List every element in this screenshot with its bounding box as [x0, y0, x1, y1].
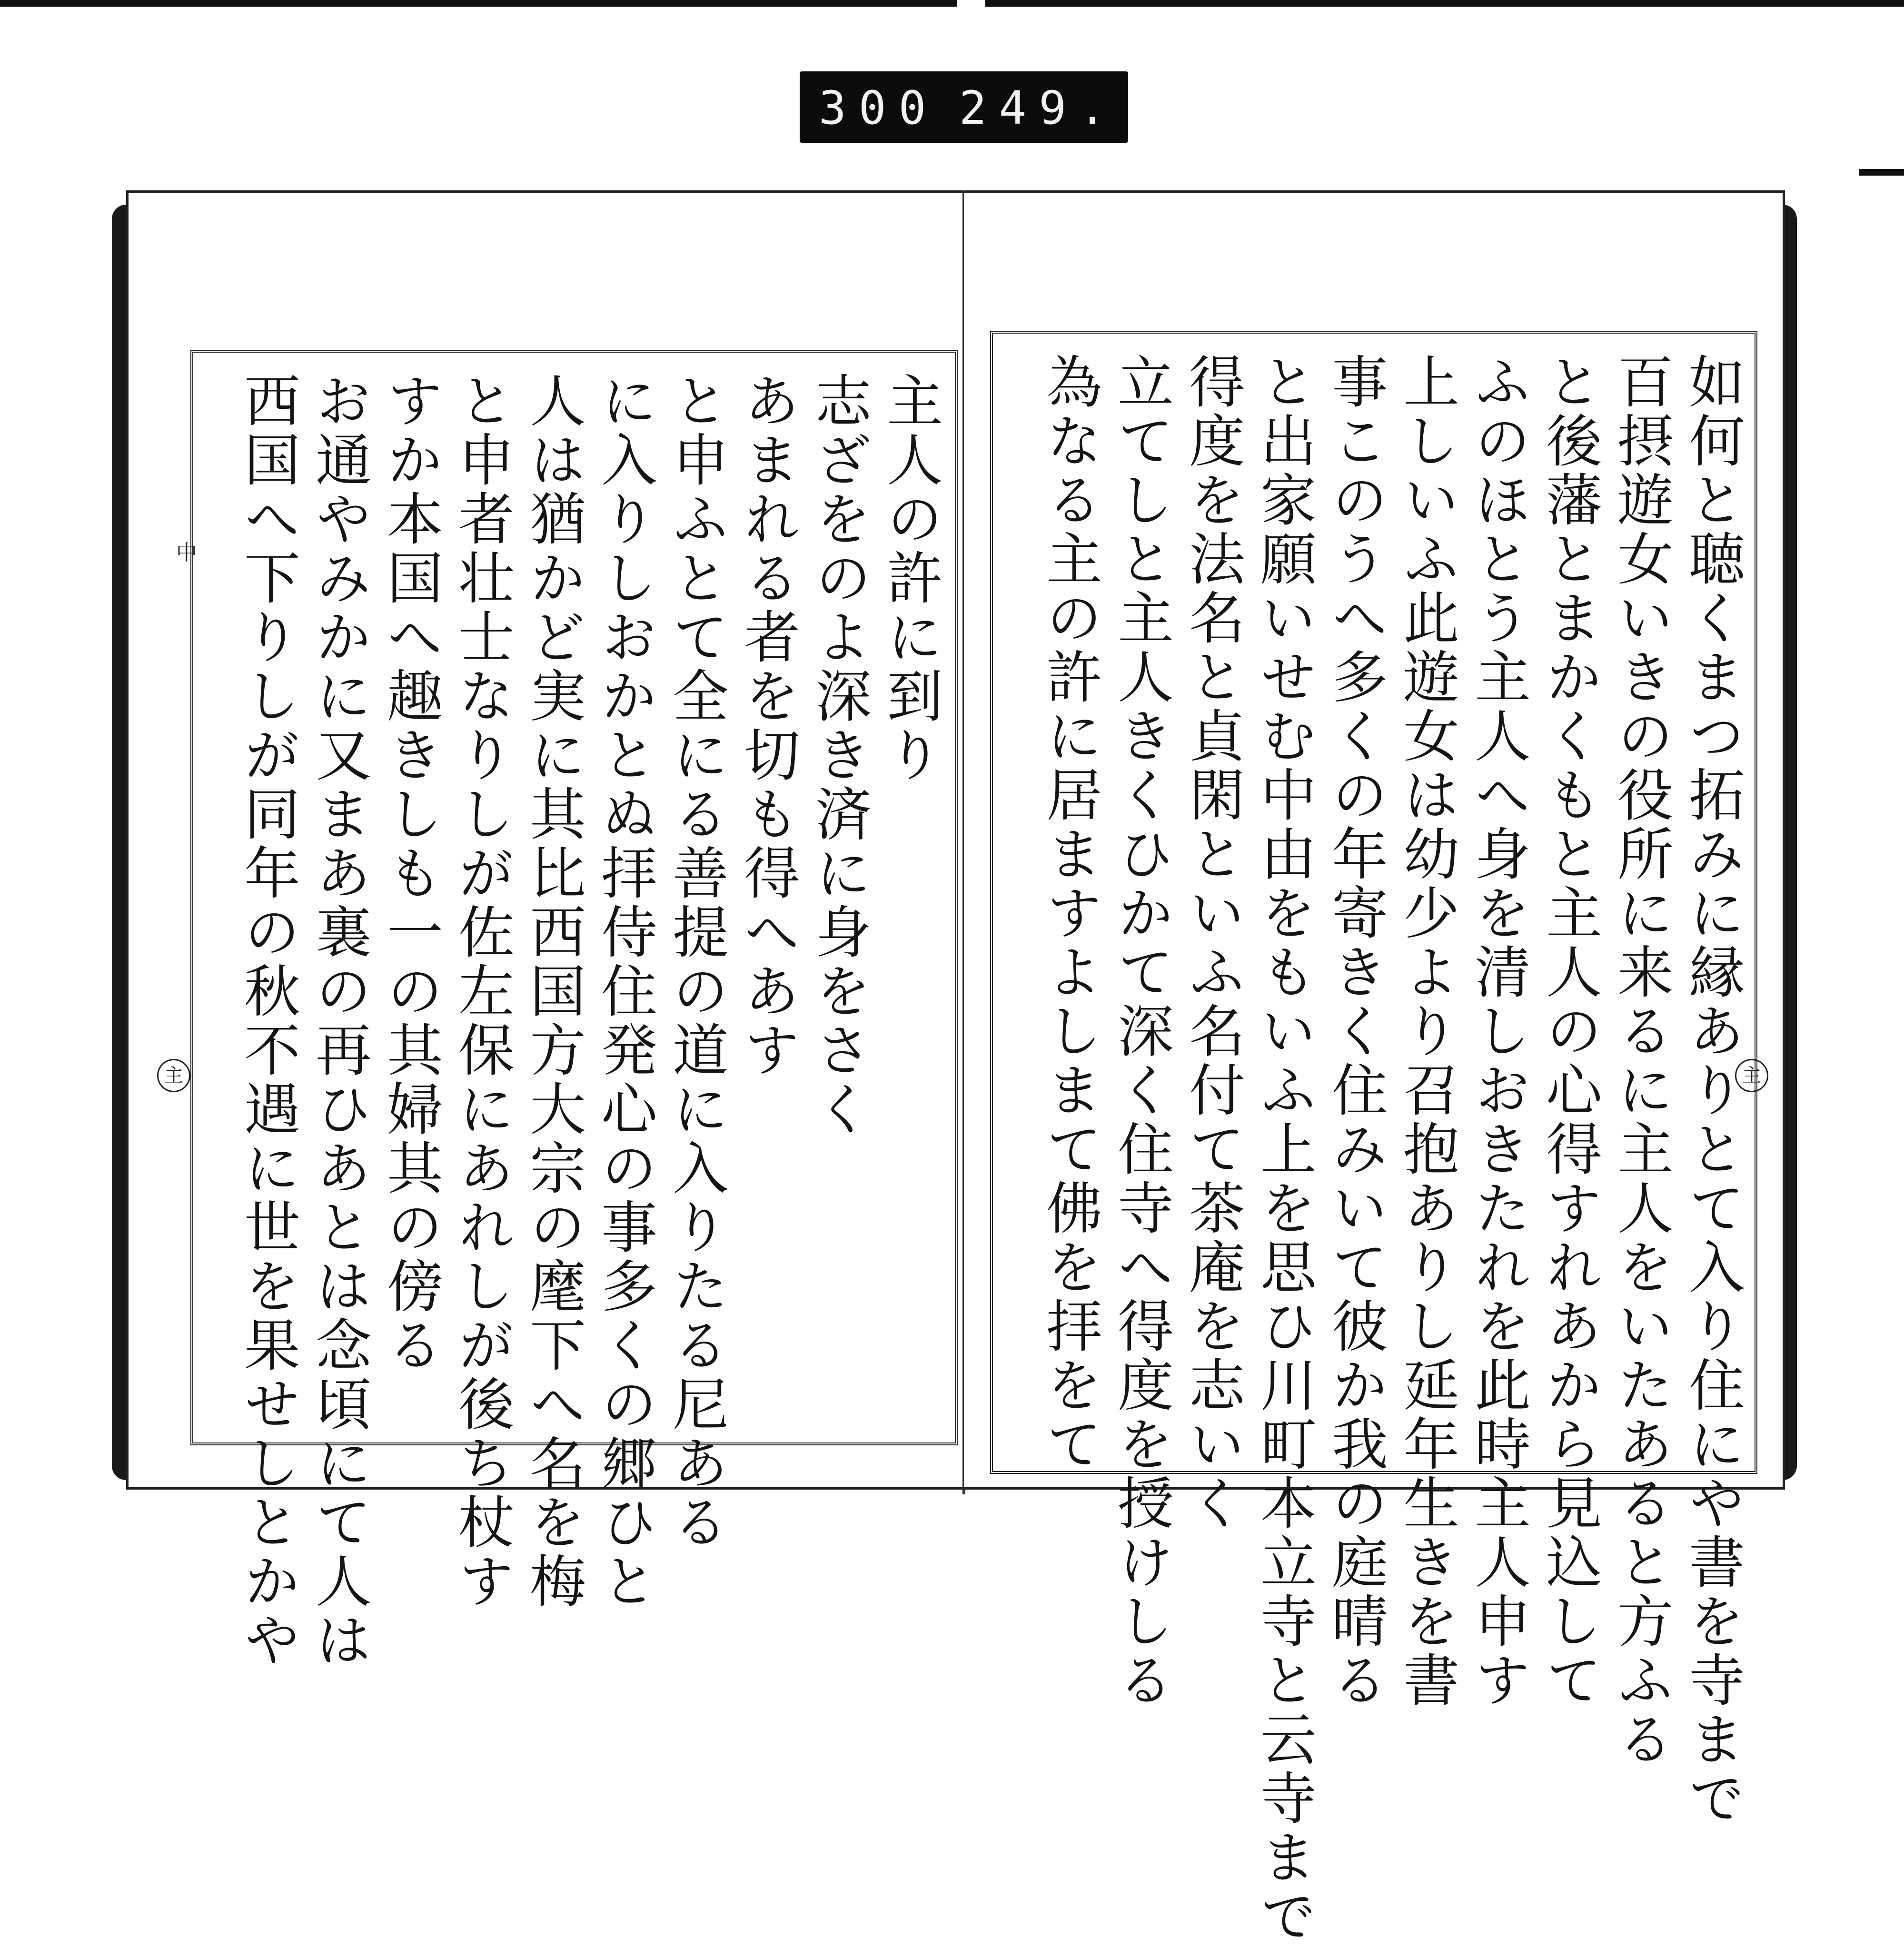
right-column-7: と出家願いせむ中由をもいふ上を思ひ川町本立寺と云寺まで [1251, 353, 1317, 1946]
right-edge-line [1859, 169, 1904, 176]
right-column-2: 百摂遊女いきの役所に来るに主人をいたあると方ふる [1608, 353, 1674, 1769]
left-text-frame [190, 350, 958, 1670]
right-column-4: ふのほとう主人へ身を清しおきたれを此時主人申す [1465, 353, 1531, 1710]
left-column-6: 人は猶かど実に其比西国方大宗の麾下へ名を梅 [520, 372, 586, 1611]
left-column-4: と申ふとて全にる善提の道に入りたる尼ある [663, 372, 729, 1552]
right-column-5: 上しいふ此遊女は幼少より召抱ありし延年生きを書 [1394, 353, 1459, 1710]
right-column-9: 立てしと主人きくひかて深く住寺へ得度を授けしる [1108, 353, 1174, 1710]
left-margin-mark: 中 [176, 541, 197, 565]
top-border-right [985, 0, 1904, 7]
right-column-6: 事このうへ多くの年寄きく住みいて彼か我の庭晴る [1322, 353, 1388, 1710]
left-margin-circle-mark: 主 [157, 1059, 190, 1092]
left-column-1: 主人の許に到り [877, 372, 943, 785]
left-column-10: 西国へ下りしが同年の秋不遇に世を果せしとかや [235, 372, 300, 1670]
left-column-9: お通やみかに又まあ裏の再ひあとは念頃にて人は [306, 372, 372, 1670]
right-margin-circle-mark: 主 [1735, 1059, 1768, 1092]
left-column-7: と申者壮士なりしが佐左保にあれしが後ち杖す [449, 372, 515, 1611]
book-spread [112, 190, 1797, 1946]
right-column-3: と後藩とまかくもと主人の心得すれあから見込して [1537, 353, 1602, 1710]
left-column-3: あまれる者を切も得へあす [734, 372, 800, 1080]
left-column-8: すか本国へ趣きしも一の其婦其の傍る [377, 372, 443, 1375]
right-column-8: 得度を法名と貞閑といふ名付て茶庵を志いく [1180, 353, 1245, 1533]
catalog-number-right: 249. [959, 81, 1119, 135]
left-column-5: に入りしおかとぬ拝侍住発心の事多くの郷ひと [592, 372, 657, 1611]
left-column-2: 志ざをのよ深き済に身をさく [806, 372, 872, 1139]
top-border-left [0, 0, 957, 7]
catalog-number-plate [800, 71, 1128, 143]
right-page [964, 190, 1785, 1946]
right-column-10: 為なる主の許に居ますよしまて佛を拝をて [1037, 353, 1102, 1474]
right-column-1: 如何と聴くまつ拓みに縁ありとて入り住にや書を寺まで [1679, 353, 1745, 1828]
right-text-frame [990, 331, 1757, 1946]
left-page [126, 190, 985, 1670]
catalog-number-left: 300 [819, 81, 939, 135]
